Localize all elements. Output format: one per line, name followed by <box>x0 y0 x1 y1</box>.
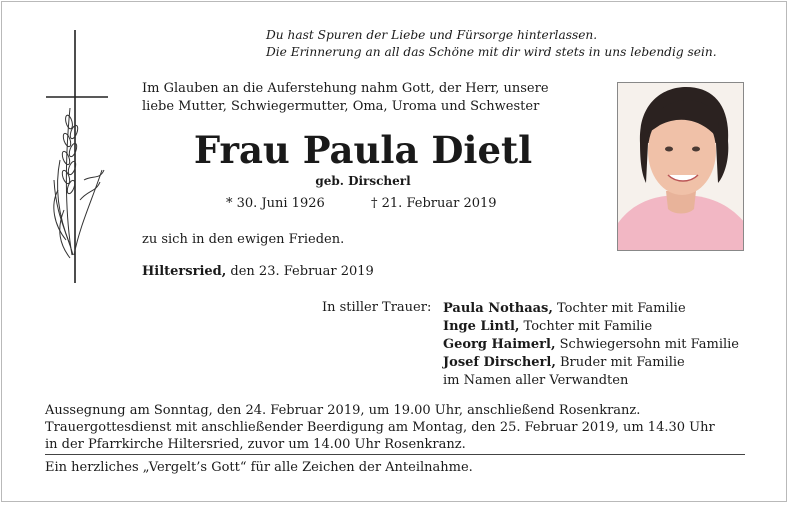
mourner-relation: im Namen aller Verwandten <box>443 373 629 388</box>
divider <box>45 454 745 455</box>
place-name: Hiltersried, <box>142 264 227 279</box>
mourner-relation: Schwiegersohn mit Familie <box>555 337 739 352</box>
death-date: † 21. Februar 2019 <box>371 196 497 211</box>
intro-line: liebe Mutter, Schwiegermutter, Oma, Uroma und Schwester <box>142 99 540 114</box>
birth-date: * 30. Juni 1926 <box>226 196 325 211</box>
place-date-line <box>142 264 374 279</box>
intro-text <box>142 80 549 116</box>
quote-line: Du hast Spuren der Liebe und Fürsorge hinterlassen. <box>266 28 598 42</box>
birth-name: geb. Dirscherl <box>315 174 411 188</box>
mourner-entry <box>443 354 739 372</box>
mourner-entry <box>443 300 739 318</box>
thanks-text: Ein herzliches „Vergelt’s Gott“ für alle Zeichen der Anteilnahme. <box>45 460 473 475</box>
peace-text: zu sich in den ewigen Frieden. <box>142 232 345 247</box>
mourner-entry <box>443 372 739 390</box>
mourner-relation: Tochter mit Familie <box>519 319 653 334</box>
cross-with-wheat-icon <box>40 30 115 285</box>
notice-date: den 23. Februar 2019 <box>226 264 374 279</box>
mourner-entry <box>443 318 739 336</box>
mourners-list <box>443 300 739 390</box>
mourner-name: Inge Lintl, <box>443 319 520 334</box>
mourning-label: In stiller Trauer: <box>322 300 432 315</box>
mourner-name: Josef Dirscherl, <box>443 355 556 370</box>
service-line: Aussegnung am Sonntag, den 24. Februar 2019, um 19.00 Uhr, anschließend Rosenkranz. <box>45 403 641 418</box>
service-line: Trauergottesdienst mit anschließender Beerdigung am Montag, den 25. Februar 2019, um 14.30 Uhr <box>45 420 715 435</box>
mourner-relation: Bruder mit Familie <box>555 355 685 370</box>
portrait-image <box>618 83 744 251</box>
portrait-photo <box>617 82 744 251</box>
mourner-name: Paula Nothaas, <box>443 301 553 316</box>
memorial-quote <box>266 27 717 61</box>
service-info <box>45 402 755 453</box>
service-line: in der Pfarrkirche Hiltersried, zuvor um 14.00 Uhr Rosenkranz. <box>45 437 466 452</box>
deceased-name: Frau Paula Dietl <box>193 128 533 172</box>
quote-line: Die Erinnerung an all das Schöne mit dir wird stets in uns lebendig sein. <box>266 45 717 59</box>
intro-line: Im Glauben an die Auferstehung nahm Gott, der Herr, unsere <box>142 81 549 96</box>
mourner-entry <box>443 336 739 354</box>
mourner-relation: Tochter mit Familie <box>552 301 686 316</box>
mourner-name: Georg Haimerl, <box>443 337 556 352</box>
